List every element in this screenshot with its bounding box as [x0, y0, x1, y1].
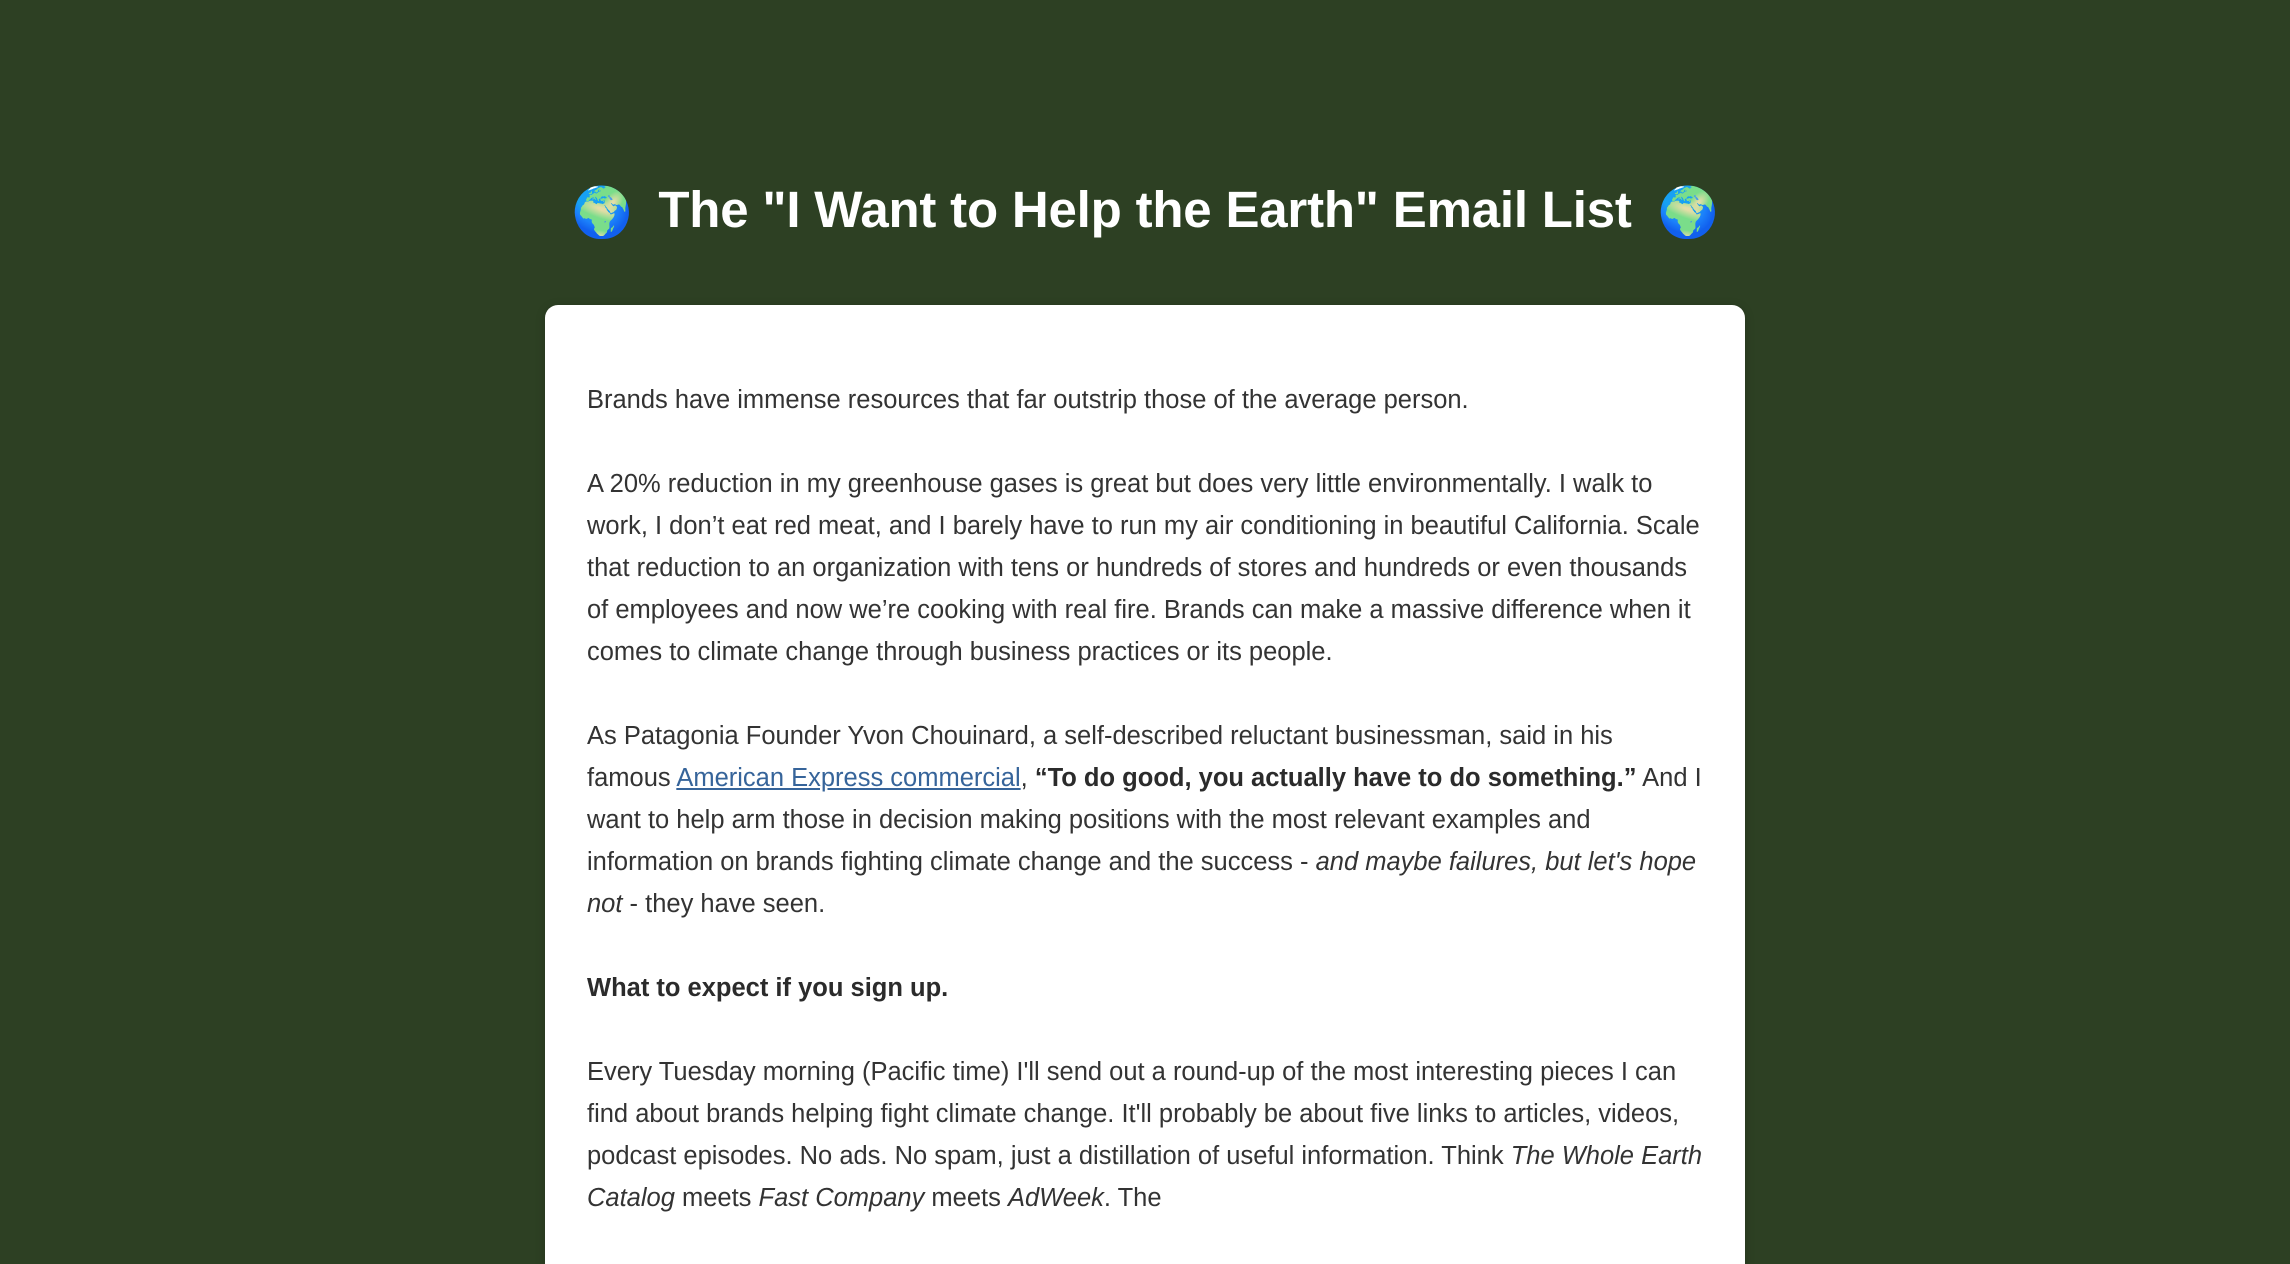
earth-globe-icon-left: 🌍 [571, 185, 633, 240]
paragraph-intro [587, 379, 1703, 421]
patagonia-after-link-text: , [1020, 764, 1035, 792]
paragraph-reduction [587, 463, 1703, 673]
adweek-italic: AdWeek [1007, 1184, 1104, 1212]
fast-company-italic: Fast Company [758, 1184, 925, 1212]
chouinard-quote: “To do good, you actually have to do something.” [1034, 764, 1637, 792]
patagonia-tail-text: - they have seen. [622, 890, 826, 918]
what-to-expect-heading [587, 967, 1703, 1009]
paragraph-patagonia [587, 715, 1703, 925]
paragraph-expectations [587, 1051, 1703, 1219]
expectations-part2-text: meets [674, 1184, 759, 1212]
what-to-expect-heading-text: What to expect if you sign up. [587, 974, 949, 1002]
american-express-commercial-link[interactable]: American Express commercial [676, 764, 1021, 792]
page-title [572, 182, 1719, 238]
whole-earth-catalog-italic: The Whole Earth Catalog [587, 1142, 1703, 1212]
patagonia-lead-text: As Patagonia Founder Yvon Chouinard, a self-described reluctant businessman, said in his famous [587, 722, 1613, 792]
content-card [545, 305, 1745, 1264]
expectations-part3-text: meets [924, 1184, 1008, 1212]
expectations-part1-text: Every Tuesday morning (Pacific time) I'll send out a round-up of the most interesting pieces I can find about brands helping fight climate change. It'll probably be about five links to articles, videos, podcast episodes. No ads. No spam, just a distillation of useful information. Think [587, 1058, 1680, 1170]
maybe-failures-italic: and maybe failures, but let's hope not [587, 848, 1697, 918]
paragraph-intro-text: Brands have immense resources that far outstrip those of the average person. [587, 386, 1469, 414]
expectations-part4-text: . The [1103, 1184, 1162, 1212]
page-title-text: The "I Want to Help the Earth" Email List [658, 181, 1632, 239]
page-header [0, 0, 2290, 272]
paragraph-reduction-text: A 20% reduction in my greenhouse gases is great but does very little environmentally. I walk to work, I don’t eat red meat, and I barely have to run my air conditioning in beautiful California. Scale that reduction to an organization with tens or hundreds of stores and hundreds or even thousands of employees and now we’re cooking with real fire. Brands can make a massive difference when it comes to climate change through business practices or its people. [587, 470, 1700, 666]
earth-globe-icon-right: 🌍 [1657, 185, 1719, 240]
card-body [587, 379, 1703, 1219]
patagonia-mid-text: And I want to help arm those in decision making positions with the most relevant examples and information on brands fighting climate change and the success - [587, 764, 1702, 876]
